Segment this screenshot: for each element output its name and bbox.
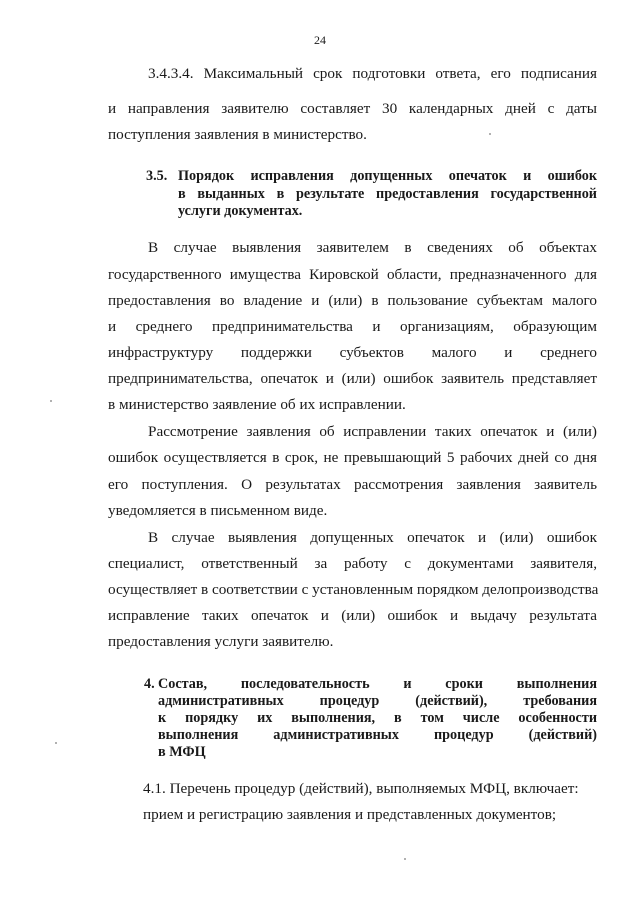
paragraph-3-4-3-4-line: 3.4.3.4. Максимальный срок подготовки ответа, его подписания — [148, 65, 597, 82]
section-4-heading-line: выполнения административных процедур (действий) — [158, 727, 597, 743]
paragraph-errors-2-line: его поступления. О результатах рассмотрения заявления заявитель — [108, 476, 597, 493]
paragraph-errors-3-line: осуществляет в соответствии с установленным порядком делопроизводства — [108, 581, 599, 598]
scan-speck — [404, 858, 406, 860]
section-3-5-number: 3.5. — [146, 168, 168, 184]
scan-speck — [55, 742, 57, 744]
paragraph-errors-1-line: предоставления во владение и (или) в пользование субъектам малого — [108, 292, 597, 309]
paragraph-errors-1-line: и среднего предпринимательства и организациям, образующим — [108, 318, 597, 335]
paragraph-errors-1-line: государственного имущества Кировской области, предназначенного для — [108, 266, 597, 283]
scan-speck — [489, 133, 491, 135]
paragraph-3-4-3-4-line: и направления заявителю составляет 30 календарных дней с даты — [108, 100, 597, 117]
section-4-heading-line: в МФЦ — [158, 744, 206, 760]
paragraph-errors-3-line: В случае выявления допущенных опечаток и (или) ошибок — [148, 529, 597, 546]
paragraph-errors-1-line: инфраструктуру поддержки субъектов малого и среднего — [108, 344, 597, 361]
paragraph-4-1-line: прием и регистрацию заявления и представленных документов; — [143, 806, 557, 823]
page-number: 24 — [314, 33, 326, 47]
paragraph-errors-2-line: уведомляется в письменном виде. — [108, 502, 328, 519]
section-4-heading-line: Состав, последовательность и сроки выполнения — [158, 676, 597, 692]
paragraph-3-4-3-4-line: поступления заявления в министерство. — [108, 126, 367, 143]
paragraph-errors-1-line: предпринимательства, опечаток и (или) ошибок заявитель представляет — [108, 370, 597, 387]
paragraph-errors-1-line: В случае выявления заявителем в сведениях об объектах — [148, 239, 597, 256]
paragraph-errors-2-line: Рассмотрение заявления об исправлении таких опечаток и (или) — [148, 423, 597, 440]
paragraph-errors-3-line: специалист, ответственный за работу с документами заявителя, — [108, 555, 597, 572]
section-4-number: 4. — [144, 676, 155, 692]
section-3-5-heading-line: Порядок исправления допущенных опечаток и ошибок — [178, 168, 597, 184]
section-4-heading-line: к порядку их выполнения, в том числе особенности — [158, 710, 597, 726]
paragraph-errors-3-line: исправление таких опечаток и (или) ошибок и выдачу результата — [108, 607, 597, 624]
paragraph-errors-1-line: в министерство заявление об их исправлении. — [108, 396, 406, 413]
scan-speck — [50, 400, 52, 402]
paragraph-errors-2-line: ошибок осуществляется в срок, не превышающий 5 рабочих дней со дня — [108, 449, 597, 466]
section-3-5-heading-line: услуги документах. — [178, 203, 303, 219]
section-4-heading-line: административных процедур (действий), требования — [158, 693, 597, 709]
paragraph-4-1-line: 4.1. Перечень процедур (действий), выполняемых МФЦ, включает: — [143, 780, 579, 797]
section-3-5-heading-line: в выданных в результате предоставления государственной — [178, 186, 597, 202]
paragraph-errors-3-line: предоставления услуги заявителю. — [108, 633, 334, 650]
